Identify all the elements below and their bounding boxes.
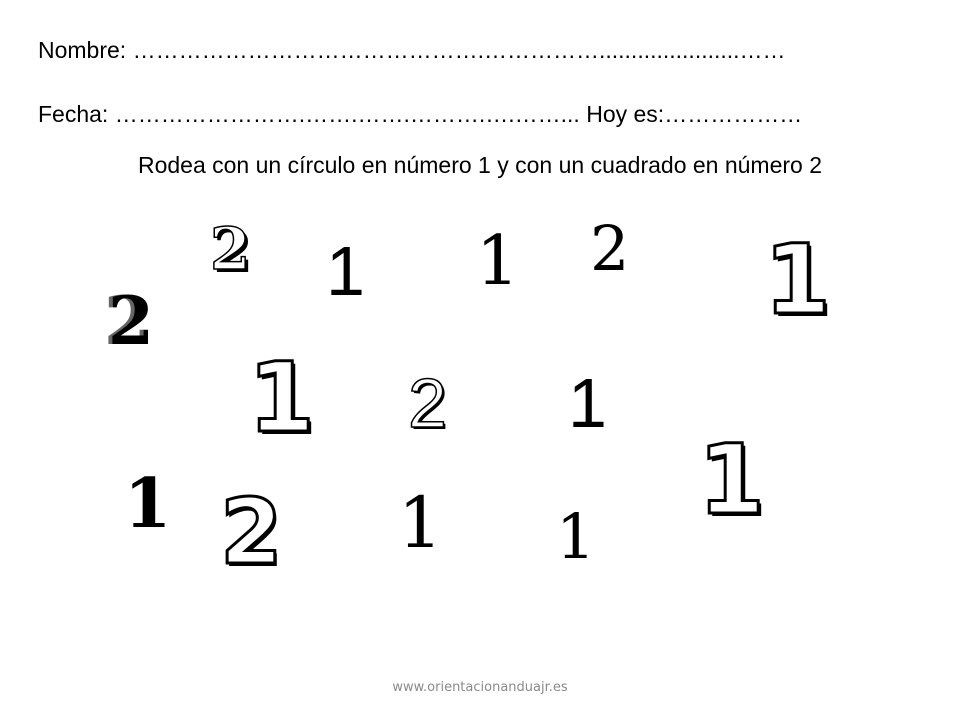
number-item[interactable]: 1 — [248, 342, 315, 454]
number-item[interactable]: 1 — [326, 232, 365, 310]
number-item[interactable]: 2 — [590, 212, 630, 285]
number-item[interactable]: 1 — [698, 424, 765, 536]
number-item[interactable]: 2 — [408, 364, 447, 442]
instruction-text: Rodea con un círculo en número 1 y con un cuadrado en número 2 — [137, 152, 823, 178]
number-item[interactable]: 2 — [220, 480, 283, 585]
date-line: Fecha: …………………….…….…….……….….……... Hoy es:……………… — [38, 101, 803, 127]
number-item[interactable]: 1 — [568, 364, 607, 442]
number-item[interactable]: 1 — [556, 500, 596, 573]
name-line: Nombre: ……………………………………….……………......................…… — [38, 37, 786, 63]
number-item[interactable]: 1 — [476, 222, 520, 301]
number-item[interactable]: 1 — [124, 464, 172, 544]
number-item[interactable]: 1 — [764, 224, 831, 336]
number-item[interactable]: 1 — [398, 482, 443, 564]
number-item[interactable]: 2 — [210, 215, 251, 283]
footer-watermark: www.orientacionanduajr.es — [392, 680, 568, 695]
number-item[interactable]: 2 — [108, 282, 154, 360]
